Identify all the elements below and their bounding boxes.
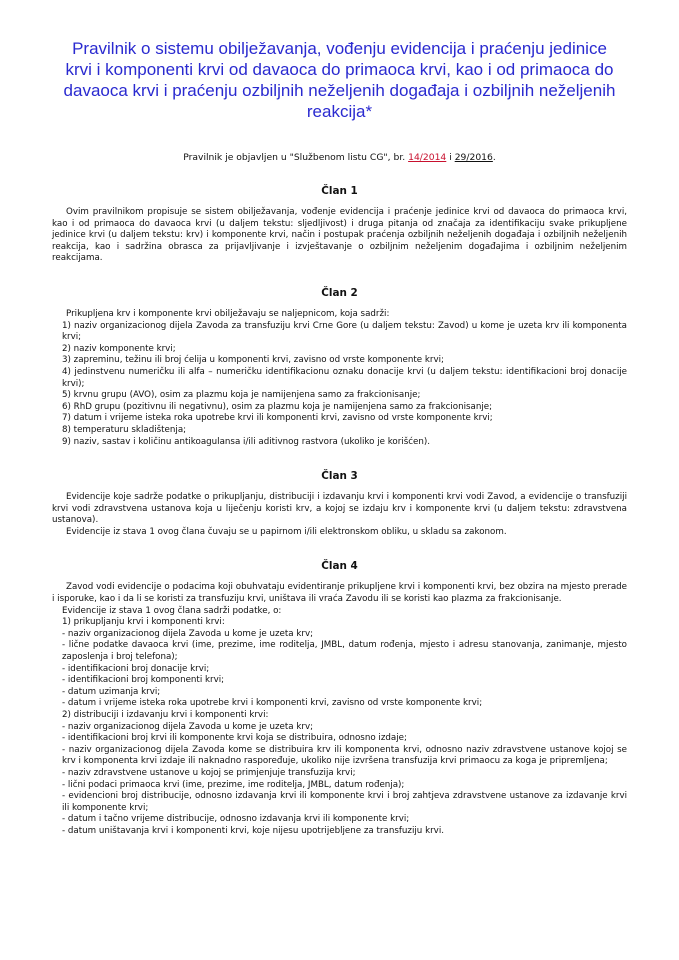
document-title: Pravilnik o sistemu obilježavanja, vođenju evidencija i praćenju jedinice krvi i komponenti krvi od davaoca do primaoca krvi, kao i od primaoca do davaoca krvi i praćenju ozbiljnih neželjenih događaja i ozbiljnih neželjenih reakcija* <box>63 39 616 121</box>
article-2-item-4: 4) jedinstvenu numeričku ili alfa – numeričku identifikacionu oznaku donacije krvi (u daljem tekstu: identifikacioni broj donacije krvi); <box>62 366 627 389</box>
article-heading-4: Član 4 <box>321 560 358 573</box>
article-4-sub-7: - naziv organizacionog dijela Zavoda u kome je uzeta krv; <box>62 721 314 732</box>
article-2-item-6: 6) RhD grupu (pozitivnu ili negativnu), osim za plazmu koja je namijenjena samo za frakcionisanje; <box>62 401 493 412</box>
article-4-sub-8: - identifikacioni broj krvi ili komponente krvi koja se distribuira, odnosno izdaje; <box>62 733 407 744</box>
article-1-para-1: Ovim pravilnikom propisuje se sistem obilježavanja, vođenje evidencija i praćenje jedinice krvi od davaoca do primaoca krvi, kao i od primaoca do davaoca krvi (u daljem tekstu: sljedljivost) i druga pitanja od značaja za identifikaciju svake prikupljene jedinice krvi (u daljem tekstu: krv) i komponente krvi, način i postupak praćenja ozbiljnih neželjenih događaja i ozbiljnih neželjenih reakcija, kao i sadržina obrasca za prijavljivanje i izvještavanje o ozbiljnim neželjenim događajima i ozbiljnim neželjenim reakcijama. <box>52 207 627 264</box>
publication-prefix: Pravilnik je objavljen u "Službenom listu CG", br. <box>183 152 409 163</box>
article-heading-3: Član 3 <box>321 470 358 483</box>
article-2-item-5: 5) krvnu grupu (AVO), osim za plazmu koja je namijenjena samo za frakcionisanje; <box>62 390 421 401</box>
article-heading-2: Član 2 <box>321 286 358 299</box>
gazette-link-2014[interactable]: 14/2014 <box>408 152 447 163</box>
publication-sep: i <box>446 152 455 163</box>
article-2-item-2: 2) naziv komponente krvi; <box>62 343 176 354</box>
article-heading-1: Član 1 <box>321 185 358 197</box>
article-4-sub-2: - lične podatke davaoca krvi (ime, prezime, ime roditelja, JMBL, datum rođenja, mjesto i adresu stanovanja, zanimanje, mjesto zaposlenja i broj telefona); <box>62 640 627 663</box>
article-2-para-1: Prikupljena krv i komponente krvi obilježavaju se naljepnicom, koja sadrži: <box>66 308 390 319</box>
article-4-sub-6: - datum i vrijeme isteka roka upotrebe krvi i komponenti krvi, zavisno od vrste komponente krvi; <box>62 698 483 709</box>
article-4-sub-5: - datum uzimanja krvi; <box>62 686 161 697</box>
article-4-item-1: 1) prikupljanju krvi i komponenti krvi: <box>62 617 225 628</box>
article-4-sub-11: - lični podaci primaoca krvi (ime, prezime, ime roditelja, JMBL, datum rođenja); <box>62 779 405 790</box>
gazette-link-2016[interactable]: 29/2016 <box>454 152 493 163</box>
article-4-sub-3: - identifikacioni broj donacije krvi; <box>62 663 210 674</box>
article-4-sub-4: - identifikacioni broj komponenti krvi; <box>62 675 225 686</box>
article-3-para-1: Evidencije koje sadrže podatke o prikupljanju, distribuciji i izdavanju krvi i komponenti krvi vodi Zavod, a evidencije o transfuziji krvi vodi zdravstvena ustanova koja u liječenju koristi krv, a kojoj se izdaju krv i komponente krvi (u daljem tekstu: zdravstvena ustanova). <box>52 492 627 526</box>
article-4-sub-14: - datum uništavanja krvi i komponenti krvi, koje nijesu upotrijebljene za transfuziju krvi. <box>62 825 444 836</box>
article-4-sub-13: - datum i tačno vrijeme distribucije, odnosno izdavanja krvi ili komponente krvi; <box>62 814 410 825</box>
article-2-item-1: 1) naziv organizacionog dijela Zavoda za transfuziju krvi Crne Gore (u daljem tekstu: Zavod) u kome je uzeta krv ili komponenta krvi; <box>62 320 627 343</box>
article-2-item-9: 9) naziv, sastav i količinu antikoagulansa i/ili aditivnog rastvora (ukoliko je korišćen). <box>62 436 431 447</box>
article-2-item-7: 7) datum i vrijeme isteka roka upotrebe krvi ili komponenti krvi, zavisno od vrste komponente krvi; <box>62 413 493 424</box>
article-4-sub-12: - evidencioni broj distribucije, odnosno izdavanja krvi ili komponente krvi i broj zahtjeva zdravstvene ustanove za izdavanje krvi ili komponente krvi; <box>62 791 627 813</box>
publication-suffix: . <box>492 152 496 163</box>
article-4-sub-10: - naziv zdravstvene ustanove u kojoj se primjenjuje transfuzija krvi; <box>62 767 356 778</box>
article-2-item-8: 8) temperaturu skladištenja; <box>62 424 187 435</box>
article-2-item-3: 3) zapreminu, težinu ili broj ćelija u komponenti krvi, zavisno od vrste komponente krvi; <box>62 355 444 366</box>
article-4-sub-9: - naziv organizacionog dijela Zavoda kome se distribuira krv ili komponenta krvi, odnosno naziv zdravstvene ustanove kojoj se krv i komponenta krvi izdaje ili naknadno raspoređuje, ukoliko nije izvršena transfuzija krvi primaocu za koga je pripremljena; <box>62 744 627 767</box>
article-4-item-2: 2) distribuciji i izdavanju krvi i komponenti krvi: <box>62 710 269 720</box>
article-4-para-1: Zavod vodi evidencije o podacima koji obuhvataju evidentiranje prikupljene krvi i komponenti krvi, bez obzira na mjesto prerade i isporuke, kao i da li se koristi za transfuziju krvi, uništava ili vraća Zavodu ili se koristi kao plazma za frakcionisanje. <box>52 582 627 605</box>
article-3-para-2: Evidencije iz stava 1 ovog člana čuvaju se u papirnom i/ili elektronskom obliku, u skladu sa zakonom. <box>66 526 507 537</box>
article-4-sub-1: - naziv organizacionog dijela Zavoda u kome je uzeta krv; <box>62 628 314 639</box>
article-4-para-2: Evidencije iz stava 1 ovog člana sadrži podatke, o: <box>62 605 282 616</box>
publication-note <box>52 152 627 163</box>
